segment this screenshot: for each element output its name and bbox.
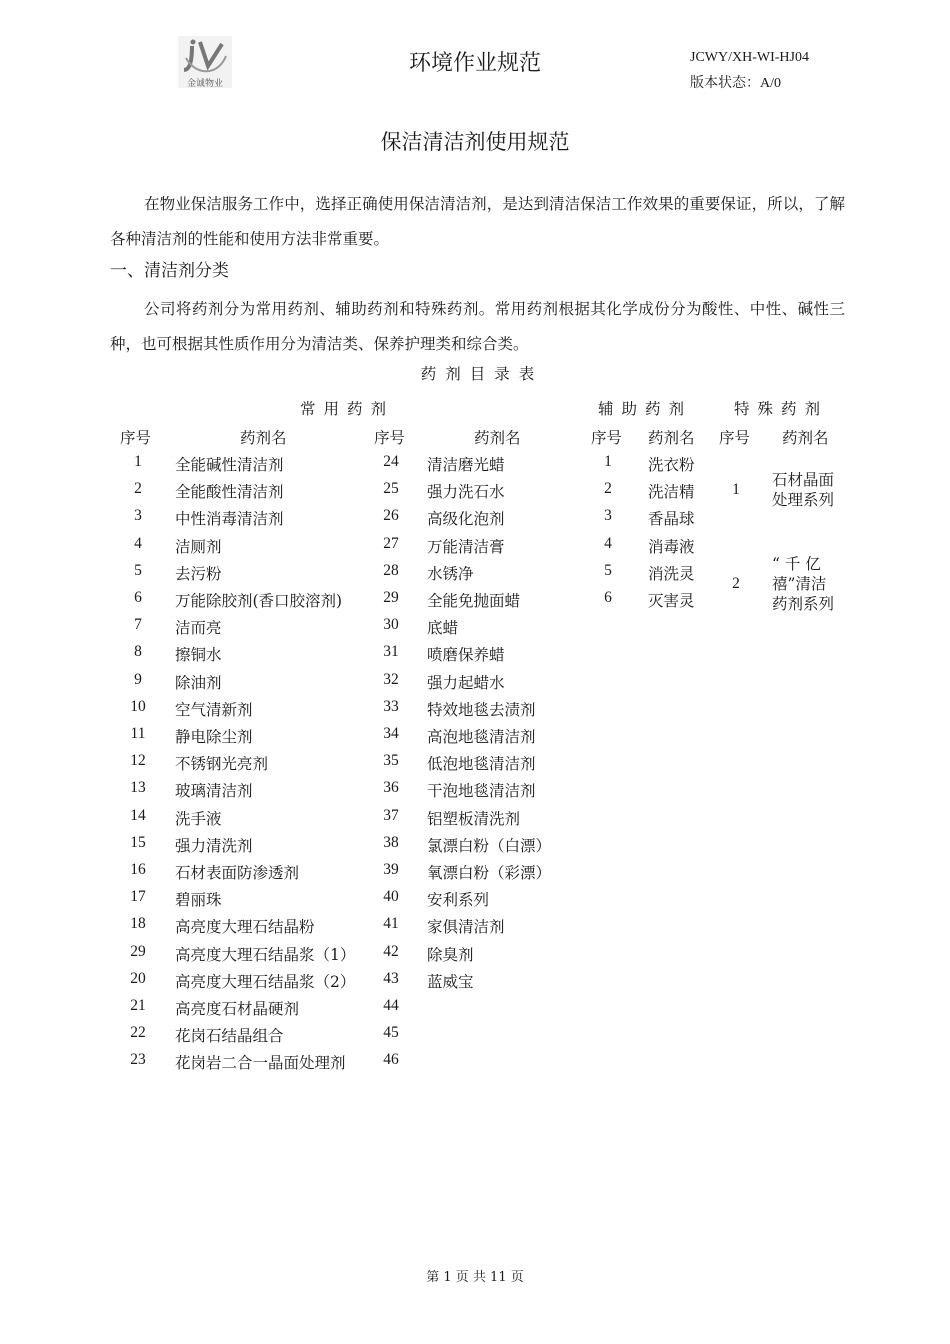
agent-name: 高亮度大理石结晶浆（1） [175,946,356,964]
row-number: 27 [383,535,399,552]
header-name-1: 药剂名 [240,429,287,447]
agent-name: 除油剂 [175,674,222,692]
row-number: 29 [130,943,146,960]
agent-name: 高亮度大理石结晶粉 [175,918,315,936]
agent-name: 清洁磨光蜡 [427,456,505,474]
special-name-line: 禧”清洁 [772,575,827,593]
agent-name: 玻璃清洁剂 [175,782,253,800]
row-number: 36 [383,779,399,796]
row-number: 32 [383,671,399,688]
version-status [690,72,781,92]
header-no-3: 序号 [591,429,623,447]
row-number: 20 [130,970,146,987]
agent-name: 消毒液 [648,538,695,556]
row-number: 24 [383,453,399,470]
version-value: A/0 [760,76,781,91]
agent-name: 花岗石结晶组合 [175,1027,284,1045]
agent-name: 高亮度石材晶硬剂 [175,1000,300,1018]
row-number: 41 [383,915,399,932]
agent-name: 洗洁精 [648,483,695,501]
agent-name: 不锈钢光亮剂 [175,755,269,773]
row-number: 2 [134,480,142,497]
row-number: 23 [130,1051,146,1068]
agent-name: 中性消毒清洁剂 [175,510,284,528]
row-number: 6 [604,589,612,606]
row-number: 15 [130,834,146,851]
row-number: 17 [130,888,146,905]
agent-name: 家俱清洁剂 [427,918,505,936]
special-no: 2 [732,575,740,592]
agent-name: 碧丽珠 [175,891,222,909]
row-number: 25 [383,480,399,497]
agent-name: 花岗岩二合一晶面处理剂 [175,1054,346,1072]
agent-name: 铝塑板清洗剂 [427,810,521,828]
row-number: 21 [130,997,146,1014]
agent-name: 万能除胶剂(香口胶溶剂) [175,592,343,610]
agent-name: 蓝威宝 [427,973,474,991]
agent-name: 消洗灵 [648,565,695,583]
agent-name: 洁而亮 [175,619,222,637]
agent-name: 洗衣粉 [648,456,695,474]
row-number: 3 [604,507,612,524]
row-number: 11 [130,725,146,742]
row-number: 37 [383,807,399,824]
page-footer: 第 1 页 共 11 页 [426,1270,524,1285]
row-number: 29 [383,589,399,606]
row-number: 1 [134,453,142,470]
agent-name: 除臭剂 [427,946,474,964]
group-auxiliary: 辅助药剂 [598,400,693,418]
agent-name: 喷磨保养蜡 [427,646,505,664]
agent-name: 强力起蜡水 [427,674,505,692]
header-title: 环境作业规范 [408,51,541,76]
agent-name: 空气清新剂 [175,701,253,719]
agent-name: 特效地毯去渍剂 [427,701,536,719]
agent-name: 洗手液 [175,810,222,828]
agent-name: 香晶球 [648,510,695,528]
row-number: 18 [130,915,146,932]
document-title: 保洁清洁剂使用规范 [380,130,570,154]
agent-name: 万能清洁膏 [427,538,505,556]
row-number: 4 [134,535,142,552]
row-number: 33 [383,698,399,715]
row-number: 2 [604,480,612,497]
row-number: 10 [130,698,146,715]
special-name-line: “ 千 亿 [772,555,821,573]
agent-name: 全能免抛面蜡 [427,592,521,610]
agent-name: 氧漂白粉（彩漂） [427,864,552,882]
document-code: JCWY/XH-WI-HJ04 [690,50,809,65]
row-number: 5 [604,562,612,579]
agent-name: 强力清洗剂 [175,837,253,855]
agent-name: 洁厕剂 [175,538,222,556]
header-name-4: 药剂名 [782,429,829,447]
agent-name: 去污粉 [175,565,222,583]
header-name-2: 药剂名 [474,429,521,447]
row-number: 14 [130,807,146,824]
header-no-1: 序号 [120,429,152,447]
row-number: 35 [383,752,399,769]
special-name [772,554,842,614]
classification-paragraph: 公司将药剂分为常用药剂、辅助药剂和特殊药剂。常用药剂根据其化学成份分为酸性、中性、碱性三种，也可根据其性质作用分为清洁类、保养护理类和综合类。 [110,300,845,353]
row-number: 34 [383,725,399,742]
special-name-line: 处理系列 [772,491,835,509]
row-number: 44 [383,997,399,1014]
row-number: 3 [134,507,142,524]
agent-name: 底蜡 [427,619,459,637]
agent-name: 强力洗石水 [427,483,505,501]
agent-name: 氯漂白粉（白漂） [427,837,552,855]
special-no: 1 [732,481,740,498]
header-no-4: 序号 [719,429,751,447]
intro-paragraph: 在物业保洁服务工作中，选择正确使用保洁清洁剂，是达到清洁保洁工作效果的重要保证，所以，了解各种清洁剂的性能和使用方法非常重要。 [110,195,845,248]
row-number: 39 [383,861,399,878]
row-number: 4 [604,535,612,552]
row-number: 31 [383,643,399,660]
row-number: 30 [383,616,399,633]
agent-name: 静电除尘剂 [175,728,253,746]
row-number: 38 [383,834,399,851]
header-no-2: 序号 [374,429,406,447]
row-number: 26 [383,507,399,524]
row-number: 45 [383,1024,399,1041]
row-number: 12 [130,752,146,769]
agent-name: 擦铜水 [175,646,222,664]
special-name-line: 药剂系列 [772,595,835,613]
row-number: 1 [604,453,612,470]
agent-name: 高泡地毯清洁剂 [427,728,536,746]
logo-caption: 金诚物业 [186,79,223,89]
row-number: 42 [383,943,399,960]
row-number: 8 [134,643,142,660]
group-special: 特殊药剂 [734,400,829,418]
agent-name: 低泡地毯清洁剂 [427,755,536,773]
agent-name: 全能酸性清洁剂 [175,483,284,501]
agent-name: 干泡地毯清洁剂 [427,782,536,800]
agent-name: 高亮度大理石结晶浆（2） [175,973,356,991]
section-heading: 一、清洁剂分类 [110,261,229,281]
row-number: 7 [134,616,142,633]
header-name-3: 药剂名 [648,429,695,447]
special-name [772,470,842,510]
group-common: 常用药剂 [300,400,395,418]
agent-name: 安利系列 [427,891,490,909]
row-number: 6 [134,589,142,606]
row-number: 9 [134,671,142,688]
row-number: 22 [130,1024,146,1041]
agent-name: 高级化泡剂 [427,510,505,528]
row-number: 13 [130,779,146,796]
row-number: 46 [383,1051,399,1068]
agent-name: 灭害灵 [648,592,695,610]
special-name-line: 石材晶面 [772,471,835,489]
row-number: 16 [130,861,146,878]
row-number: 40 [383,888,399,905]
row-number: 43 [383,970,399,987]
row-number: 5 [134,562,142,579]
row-number: 28 [383,562,399,579]
agent-name: 水锈净 [427,565,474,583]
agent-name: 石材表面防渗透剂 [175,864,300,882]
table-caption: 药剂目录表 [420,365,544,383]
agent-name: 全能碱性清洁剂 [175,456,284,474]
version-label: 版本状态： [690,75,760,91]
